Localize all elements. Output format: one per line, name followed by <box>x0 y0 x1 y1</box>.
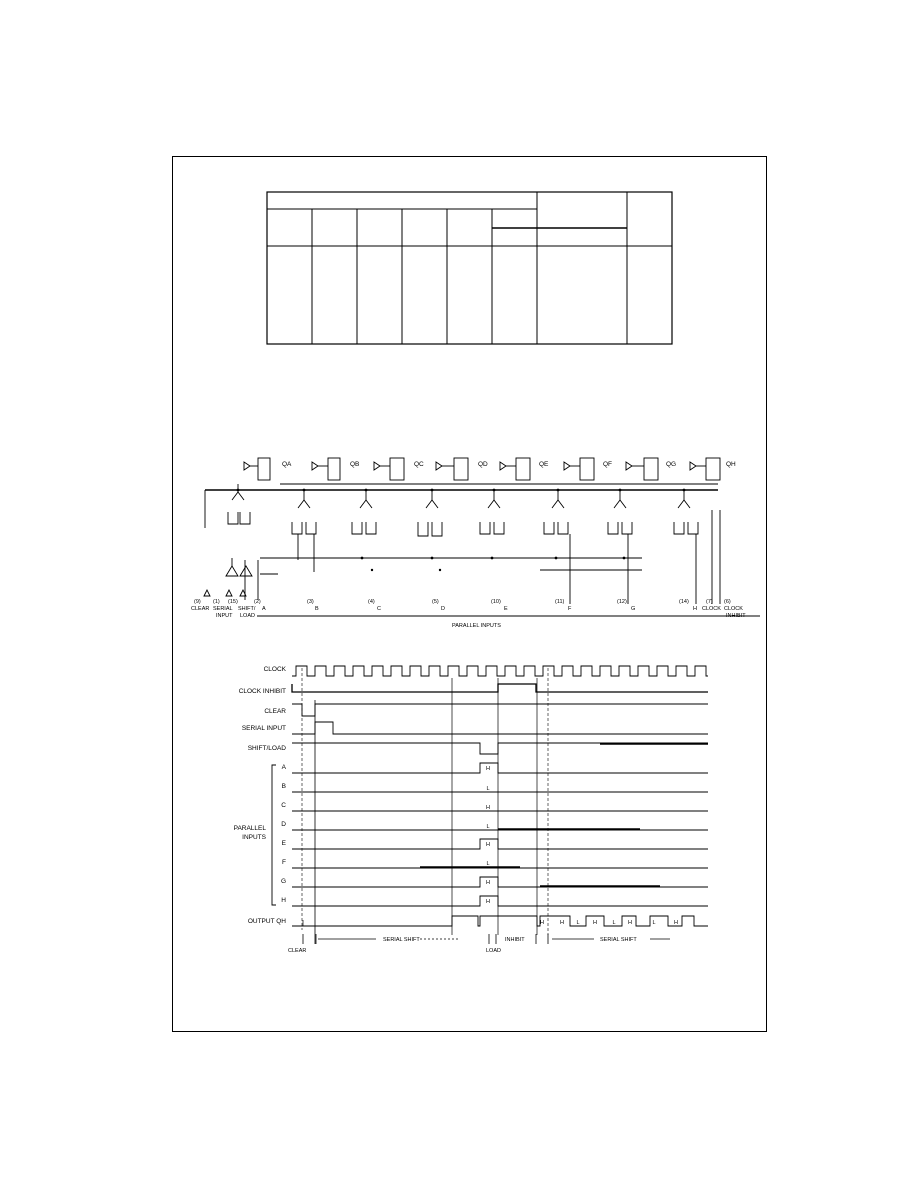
output-qg-label: QG <box>666 461 677 468</box>
load-value-d: L <box>486 824 490 830</box>
parallel-c-label: C <box>281 802 286 809</box>
phase-load-label: LOAD <box>486 948 501 954</box>
timing-waveforms <box>292 666 708 944</box>
parallel-a-label: A <box>281 764 286 771</box>
input-letter-f: F <box>568 606 572 612</box>
input-letter-h: H <box>693 606 697 612</box>
parallel-f-label: F <box>282 859 286 866</box>
pin-5: (5) <box>432 599 439 605</box>
parallel-bracket <box>272 765 276 905</box>
output-value-7: L <box>652 920 656 926</box>
output-qf-label: QF <box>603 461 613 468</box>
output-qd-label: QD <box>478 461 488 468</box>
input-letter-e: E <box>504 606 508 612</box>
pin-11: (11) <box>555 599 565 605</box>
load-value-a: H <box>486 766 490 772</box>
clock-inhibit-signal-label: CLOCK INHIBIT <box>238 688 286 695</box>
pin-14: (14) <box>679 599 689 605</box>
parallel-a-waveform <box>292 763 708 773</box>
flip-flop-stage-8 <box>674 458 720 604</box>
parallel-g-label: G <box>280 878 286 885</box>
clock-label: CLOCK <box>702 606 721 612</box>
load-value-c: H <box>486 805 490 811</box>
output-qa-label: QA <box>282 461 292 468</box>
clear-waveform <box>292 704 708 716</box>
clock-inhibit-label-1: CLOCK <box>724 606 743 612</box>
output-qc-label: QC <box>414 461 424 468</box>
parallel-e-label: E <box>281 840 286 847</box>
load-label: LOAD <box>240 613 255 619</box>
serial-input-label: SERIAL <box>213 606 233 612</box>
load-value-g: H <box>486 880 490 886</box>
parallel-inputs-label: PARALLEL INPUTS <box>452 623 501 629</box>
clock-waveform <box>292 666 708 676</box>
truth-table <box>267 192 672 344</box>
logic-diagram <box>204 458 760 616</box>
parallel-group-label-1: PARALLEL <box>233 825 266 832</box>
pin-4: (4) <box>368 599 375 605</box>
input-letter-d: D <box>441 606 445 612</box>
output-value-6: H <box>628 920 632 926</box>
phase-clear-label: CLEAR <box>288 948 307 954</box>
flip-flop-stage-2 <box>292 458 340 572</box>
output-value-2: H <box>560 920 564 926</box>
parallel-b-label: B <box>281 783 286 790</box>
pin-12: (12) <box>617 599 627 605</box>
phase-labels <box>288 937 637 954</box>
shift-load-signal-label: SHIFT/LOAD <box>247 745 286 752</box>
input-letter-a: A <box>262 606 266 612</box>
phase-serial-shift-1-label: SERIAL SHIFT <box>383 937 420 943</box>
output-value-1: H <box>540 920 544 926</box>
serial-input-waveform <box>292 722 708 734</box>
pin-9: (9) <box>194 599 201 605</box>
flip-flop-stage-3 <box>352 458 404 534</box>
serial-input-signal-label: SERIAL INPUT <box>241 725 286 732</box>
output-value-8: H <box>674 920 678 926</box>
output-value-5: L <box>612 920 616 926</box>
phase-serial-shift-2-label: SERIAL SHIFT <box>600 937 637 943</box>
pin-2: (2) <box>254 599 261 605</box>
input-letter-b: B <box>315 606 319 612</box>
phase-inhibit-label: INHIBIT <box>505 937 525 943</box>
parallel-h-waveform <box>292 896 708 906</box>
clock-signal-label: CLOCK <box>263 666 286 673</box>
pin-6: (6) <box>724 599 731 605</box>
pin-10: (10) <box>491 599 501 605</box>
clock-inhibit-waveform <box>292 684 708 692</box>
load-values <box>486 766 490 905</box>
output-qh-waveform <box>292 916 708 926</box>
flip-flop-stage-6 <box>544 458 594 604</box>
input-letter-g: G <box>631 606 636 612</box>
pin-3: (3) <box>307 599 314 605</box>
pin-15: (15) <box>228 599 238 605</box>
pin-1: (1) <box>213 599 220 605</box>
clock-inhibit-label-2: INHIBIT <box>726 613 746 619</box>
output-value-4: H <box>593 920 597 926</box>
logic-labels <box>191 461 746 629</box>
output-value-3: L <box>576 920 580 926</box>
clear-signal-label: CLEAR <box>264 708 286 715</box>
output-qb-label: QB <box>350 461 360 468</box>
load-value-h: H <box>486 899 490 905</box>
timing-signal-labels <box>234 666 287 925</box>
input-letter-c: C <box>377 606 381 612</box>
load-value-e: H <box>486 842 490 848</box>
parallel-h-label: H <box>281 897 286 904</box>
flip-flop-stage-7 <box>608 458 658 604</box>
parallel-d-label: D <box>281 821 286 828</box>
shift-load-label: SHIFT/ <box>238 606 256 612</box>
flip-flop-stage-4 <box>418 458 468 536</box>
parallel-group-label-2: INPUTS <box>242 834 266 841</box>
pin-7: (7) <box>706 599 713 605</box>
input-label: INPUT <box>216 613 233 619</box>
output-qe-label: QE <box>539 461 549 468</box>
flip-flop-stage-1 <box>228 458 270 524</box>
output-values <box>540 920 678 926</box>
flip-flop-stage-5 <box>480 458 530 534</box>
output-qh-signal-label: OUTPUT QH <box>247 918 286 925</box>
parallel-e-waveform <box>292 839 708 849</box>
load-value-f: L <box>486 861 490 867</box>
clear-input-label: CLEAR <box>191 606 210 612</box>
output-qh-label: QH <box>726 461 736 468</box>
load-value-b: L <box>486 786 490 792</box>
